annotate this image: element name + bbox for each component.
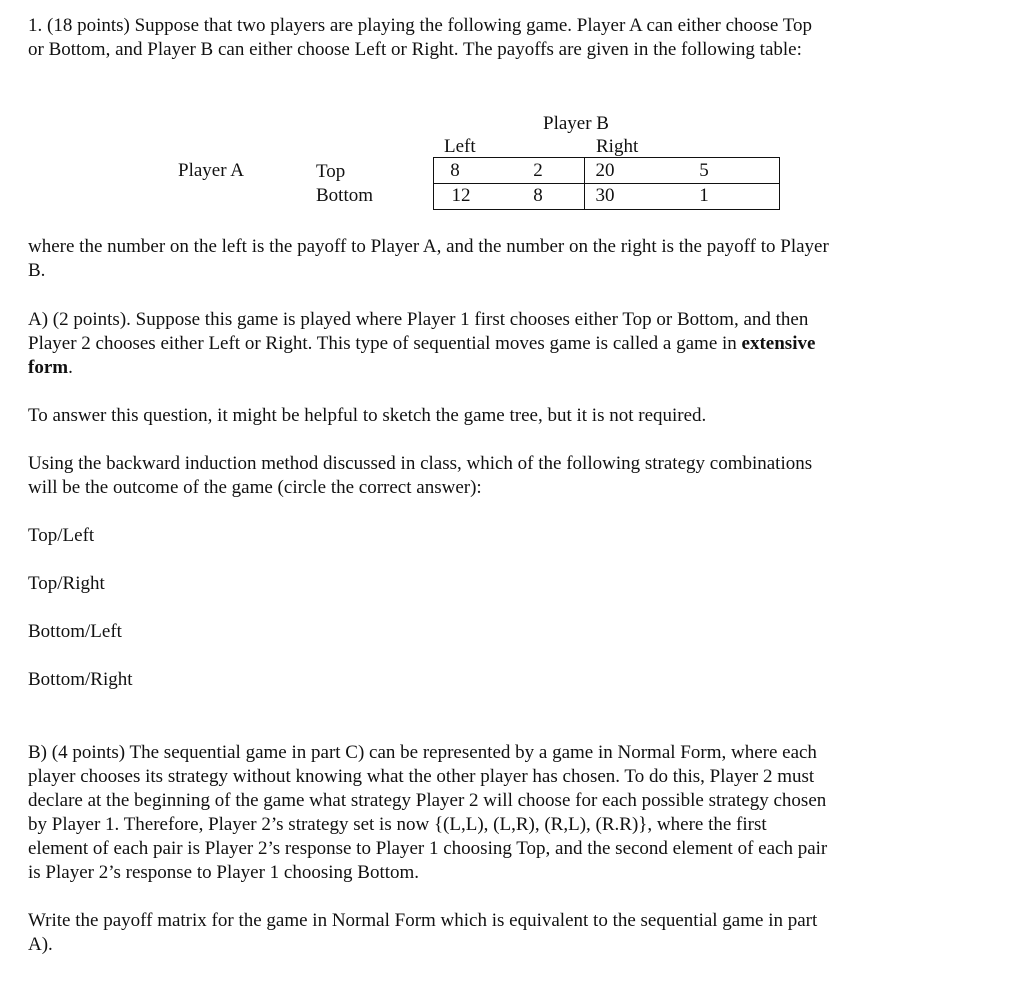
final-instruction	[28, 909, 933, 957]
part-b-line: element of each pair is Player 2’s response to Player 1 choosing Top, and the second element of each pair	[28, 838, 828, 859]
answer-option-top-right[interactable]: Top/Right	[28, 573, 105, 594]
part-b-line: player chooses its strategy without knowing what the other player has chosen. To do this, Player 2 must	[28, 766, 815, 787]
question-intro	[28, 14, 933, 62]
part-a-period: .	[68, 357, 73, 378]
payoff-cell: 8	[533, 185, 543, 206]
instruction-line: Using the backward induction method discussed in class, which of the following strategy combinations	[28, 453, 813, 474]
part-a-line: A) (2 points). Suppose this game is played where Player 1 first chooses either Top or Bottom, and then	[28, 309, 809, 330]
explanation-line: B.	[28, 260, 46, 281]
payoff-cell: 2	[533, 160, 543, 181]
part-b-line: declare at the beginning of the game what strategy Player 2 will choose for each possible strategy chosen	[28, 790, 827, 811]
row-player-label: Player A	[178, 160, 244, 181]
part-b	[28, 741, 933, 885]
final-line: A).	[28, 934, 53, 955]
instruction	[28, 452, 933, 500]
hint	[28, 404, 933, 428]
question-line: or Bottom, and Player B can either choose Left or Right. The payoffs are given in the following table:	[28, 39, 802, 60]
part-a-line	[28, 356, 933, 380]
payoff-cell: 5	[699, 160, 709, 181]
answer-option-top-left[interactable]: Top/Left	[28, 525, 95, 546]
instruction-line: will be the outcome of the game (circle the correct answer):	[28, 477, 482, 498]
answer-option-bottom-right[interactable]: Bottom/Right	[28, 669, 133, 690]
payoff-cell: 8	[450, 160, 460, 181]
hint-line: To answer this question, it might be helpful to sketch the game tree, but it is not required.	[28, 405, 707, 426]
payoff-cell: 1	[699, 185, 709, 206]
term-extensive: extensive	[741, 333, 816, 354]
part-a	[28, 308, 933, 380]
explanation-line: where the number on the left is the payoff to Player A, and the number on the right is the payoff to Player	[28, 236, 829, 257]
part-b-line: by Player 1. Therefore, Player 2’s strategy set is now {(L,L), (L,R), (R,L), (R.R)}, where the first	[28, 814, 767, 835]
col-left-label: Left	[444, 136, 476, 157]
row-top-label: Top	[316, 161, 346, 182]
part-b-line: B) (4 points) The sequential game in part C) can be represented by a game in Normal Form, where each	[28, 742, 817, 763]
col-player-label: Player B	[543, 113, 609, 134]
final-line: Write the payoff matrix for the game in Normal Form which is equivalent to the sequential game in part	[28, 910, 818, 931]
explanation	[28, 235, 933, 283]
term-form: form	[28, 357, 69, 378]
part-b-line: is Player 2’s response to Player 1 choosing Bottom.	[28, 862, 420, 883]
question-line: 1. (18 points) Suppose that two players are playing the following game. Player A can either choose Top	[28, 15, 813, 36]
row-bottom-label: Bottom	[316, 185, 374, 206]
col-right-label: Right	[596, 136, 639, 157]
payoff-cell: 30	[595, 185, 615, 206]
part-a-line	[28, 332, 933, 356]
payoff-cell: 20	[595, 160, 615, 181]
answer-option-bottom-left[interactable]: Bottom/Left	[28, 621, 122, 642]
payoff-cell: 12	[451, 185, 471, 206]
part-a-text: Player 2 chooses either Left or Right. This type of sequential moves game is called a game in	[28, 333, 742, 354]
